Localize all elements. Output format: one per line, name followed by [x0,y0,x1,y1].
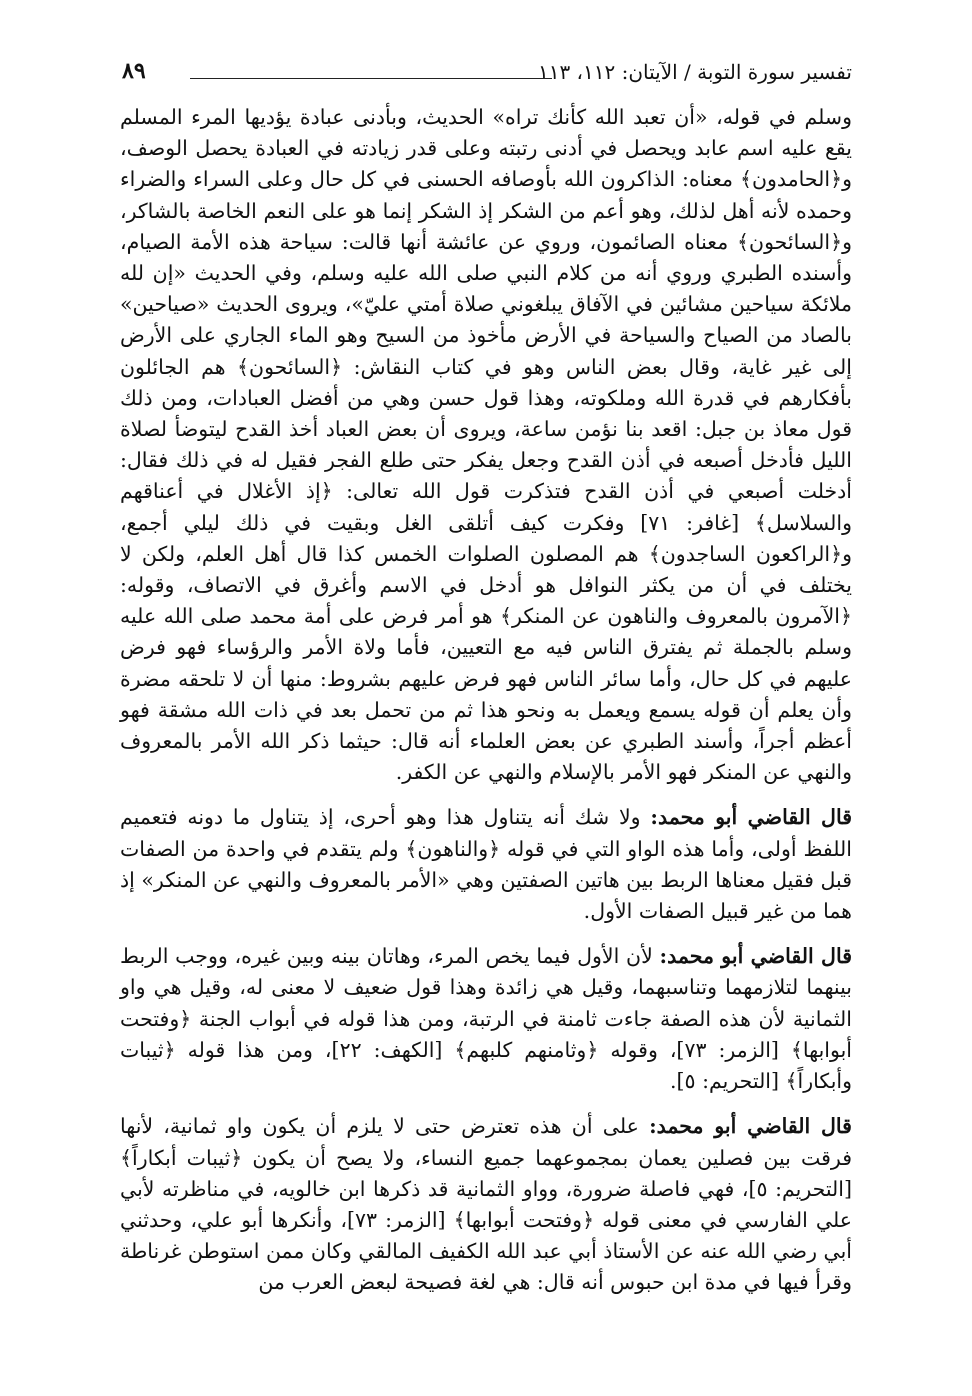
paragraph-4-text: على أن هذه تعترض حتى لا يلزم أن يكون واو ثمانية، لأنها فرقت بين فصلين يعمان بمجموعهما جميع النساء، ولا يصح أن يكون ﴿ثيبات أبكاراً﴾ [التحريم: ٥]، فهي فاصلة ضرورة، وواو الثمانية قد ذكرها ابن خالويه، في مناظرته لأبي علي الفارسي في معنى قوله ﴿وفتحت أبوابها﴾ [الزمر: ٧٣]، وأنكرها أبو علي، وحدثني أبي رضي الله عنه عن الأستاذ أبي عبد الله الكفيف المالقي وكان ممن استوطن غرناطة وقرأ فيها في مدة ابن حبوس أنه قال: هي لغة فصيحة لبعض العرب من [120,1114,853,1295]
paragraph-3 [120,941,852,1097]
paragraph-2-text: ولا شك أنه يتناول هذا وهو أحرى، إذ يتناول ما دونه فتعميم اللفظ أولى، وأما هذه الواو التي في قوله ﴿والناهون﴾ ولم يتقدم في واحدة من الصفات قبل فقيل معناها الربط بين هاتين الصفتين وهي «الأمر بالمعروف والنهي عن المنكر» إذ هما من غير قبيل الصفات الأول. [120,805,852,924]
paragraph-3-text: لأن الأول فيما يخص المرء، وهاتان بينه وبين غيره، ووجب الربط بينهما لتلازمهما وتناسبهما، وقيل هي زائدة وهذا قول ضعيف لا معنى له، وقيل هي واو الثمانية لأن هذه الصفة جاءت ثامنة في الرتبة، ومن هذا قوله في أبواب الجنة ﴿وفتحت أبوابها﴾ [الزمر: ٧٣]، وقوله ﴿وثامنهم كلبهم﴾ [الكهف: ٢٢]، ومن هذا قوله ﴿ثيبات وأبكاراً﴾ [التحريم: ٥]. [120,944,852,1094]
paragraph-2-speaker: قال القاضي أبو محمد: [650,805,852,830]
paragraph-2 [120,802,852,927]
paragraph-1-text: وسلم في قوله، «أن تعبد الله كأنك تراه» الحديث، وبأدنى عبادة يؤديها المرء المسلم يقع عليه اسم عابد ويحصل في أدنى رتبته وعلى قدر زيادته في العبادة يحصل الوصف، و﴿الحامدون﴾ معناه: الذاكرون الله بأوصافه الحسنى في كل حال وعلى السراء والضراء وحمده لأنه أهل لذلك، وهو أعم من الشكر إذ الشكر إنما هو على النعم الخاصة بالشاكر، و﴿السائحون﴾ معناه الصائمون، وروي عن عائشة أنها قالت: سياحة هذه الأمة الصيام، وأسنده الطبري وروي أنه من كلام النبي صلى الله عليه وسلم، وفي الحديث «إن لله ملائكة سياحين مشائين في الآفاق يبلغوني صلاة أمتي عليّ»، ويروى الحديث «صياحين» بالصاد من الصياح والسياحة في الأرض مأخوذ من السيح وهو الماء الجاري على الأرض إلى غير غاية، وقال بعض الناس وهو في كتاب النقاش: ﴿السائحون﴾ هم الجائلون بأفكارهم في قدرة الله وملكوته، وهذا قول حسن وهي من أفضل العبادات، ومن ذلك قول معاذ بن جبل: اقعد بنا نؤمن ساعة، ويروى أن بعض العباد أخذ القدح ليتوضأ لصلاة الليل فأدخل أصبعه في أذن القدح وجعل يفكر حتى طلع الفجر فقيل له في ذلك فقال: أدخلت أصبعي في أذن القدح فتذكرت قول الله تعالى: ﴿إذ الأغلال في أعناقهم والسلاسل﴾ [غافر: ٧١] وفكرت كيف أتلقى الغل وبقيت في ذلك ليلي أجمع، و﴿الراكعون الساجدون﴾ هم المصلون الصلوات الخمس كذا قال أهل العلم، ولكن لا يختلف في أن من يكثر النوافل هو أدخل في الاسم وأغرق في الاتصاف، وقوله: ﴿الآمرون بالمعروف والناهون عن المنكر﴾ هو أمر فرض على أمة محمد صلى الله عليه وسلم بالجملة ثم يفترق الناس فيه مع التعيين، فأما ولاة الأمر والرؤساء فهو فرض عليهم في كل حال، وأما سائر الناس فهو فرض عليهم بشروط: منها أن لا تلحقه مضرة وأن يعلم أن قوله يسمع ويعمل به ونحو هذا ثم من تحمل بعد في ذات الله مشقة فهو أعظم أجراً، وأسند الطبري عن بعض العلماء أنه قال: حيثما ذكر الله الأمر بالمعروف والنهي عن المنكر فهو الأمر بالإسلام والنهي عن الكفر. [120,105,852,785]
running-title: تفسير سورة التوبة / الآيتان: ١١٢، ١١٣ [537,60,852,84]
header-rule [190,78,552,79]
paragraph-4 [120,1111,852,1298]
body-text [120,102,852,1299]
paragraph-1 [120,102,852,788]
page-number: ٨٩ [122,58,146,84]
paragraph-4-speaker: قال القاضي أبو محمد: [649,1114,852,1139]
paragraph-3-speaker: قال القاضي أبو محمد: [659,944,852,969]
running-header [120,58,852,94]
